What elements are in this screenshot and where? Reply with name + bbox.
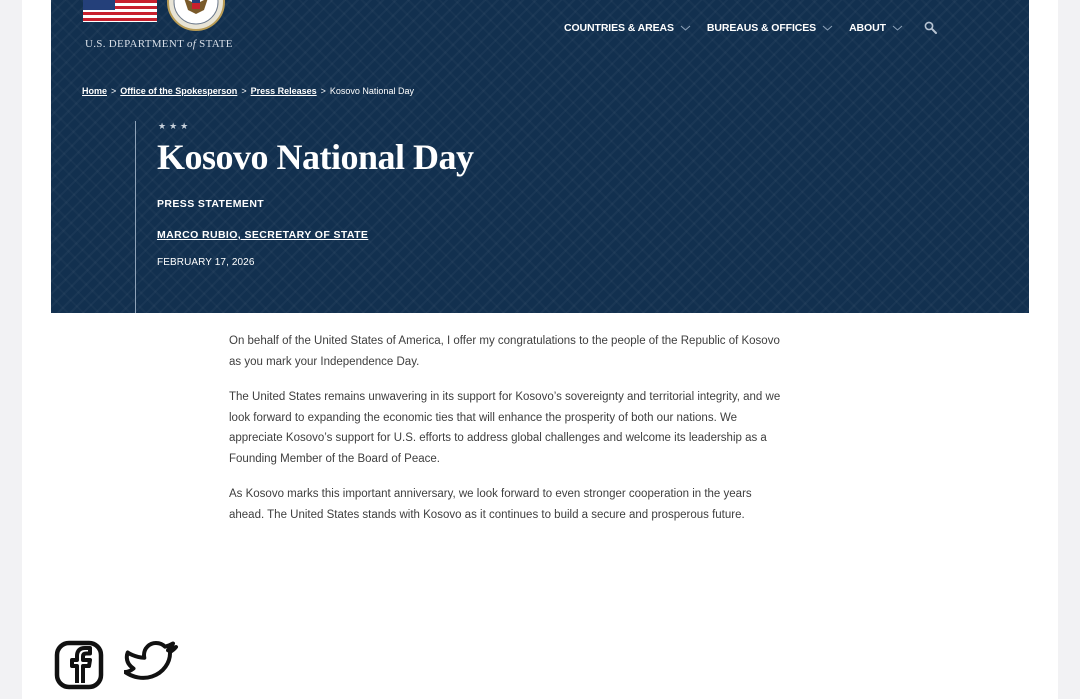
chevron-down-icon bbox=[892, 24, 903, 32]
breadcrumb-home[interactable]: Home bbox=[82, 86, 108, 96]
nav-label: BUREAUS & OFFICES bbox=[706, 22, 817, 34]
breadcrumb bbox=[82, 86, 414, 96]
breadcrumb-current: Kosovo National Day bbox=[329, 86, 414, 96]
page-title: Kosovo National Day bbox=[157, 137, 474, 177]
stars-ornament: ★★★ bbox=[158, 121, 192, 131]
agency-name-part: STATE bbox=[199, 38, 233, 50]
author-link[interactable]: MARCO RUBIO, SECRETARY OF STATE bbox=[157, 229, 369, 241]
nav-countries-areas[interactable] bbox=[564, 22, 691, 34]
breadcrumb-separator: > bbox=[111, 86, 117, 96]
breadcrumb-press-releases[interactable]: Press Releases bbox=[250, 86, 317, 96]
agency-wordmark[interactable] bbox=[85, 38, 233, 50]
search-icon[interactable] bbox=[923, 20, 939, 36]
body-paragraph: On behalf of the United States of America, I offer my congratulations to the people of the Republic of Kosovo as you mark your Independence Day. bbox=[229, 335, 780, 368]
agency-name-part: U.S. DEPARTMENT bbox=[85, 38, 184, 50]
us-flag-logo[interactable] bbox=[83, 0, 157, 22]
nav-label: ABOUT bbox=[849, 22, 886, 34]
department-seal-icon[interactable] bbox=[167, 0, 225, 32]
hero-banner bbox=[51, 0, 1029, 313]
nav-about[interactable] bbox=[849, 22, 903, 34]
body-paragraph: The United States remains unwavering in its support for Kosovo’s sovereignty and territorial integrity, and we look forward to expanding the economic ties that will enhance the prosperity of both our nations. We appreciate Kosovo’s support for U.S. efforts to address global challenges and welcome its leadership as a Founding Member of the Board of Peace. bbox=[229, 391, 781, 465]
flag-canton bbox=[83, 0, 115, 10]
breadcrumb-spokesperson[interactable]: Office of the Spokesperson bbox=[120, 86, 238, 96]
breadcrumb-separator: > bbox=[241, 86, 247, 96]
release-type: PRESS STATEMENT bbox=[157, 198, 265, 210]
social-share-bar bbox=[54, 640, 180, 690]
title-divider bbox=[135, 121, 136, 313]
nav-label: COUNTRIES & AREAS bbox=[564, 22, 674, 34]
twitter-icon[interactable] bbox=[124, 640, 180, 690]
body-paragraph: As Kosovo marks this important anniversary, we look forward to even stronger cooperation in the years ahead. The United States stands with Kosovo as it continues to build a secure and prosperous future. bbox=[229, 488, 752, 521]
agency-name-of: of bbox=[186, 38, 197, 50]
article-body bbox=[229, 331, 789, 540]
main-nav bbox=[564, 22, 903, 34]
chevron-down-icon bbox=[680, 24, 691, 32]
chevron-down-icon bbox=[822, 24, 833, 32]
breadcrumb-separator: > bbox=[320, 86, 326, 96]
release-date: FEBRUARY 17, 2026 bbox=[157, 257, 255, 268]
facebook-icon[interactable] bbox=[54, 640, 104, 690]
nav-bureaus-offices[interactable] bbox=[707, 22, 833, 34]
